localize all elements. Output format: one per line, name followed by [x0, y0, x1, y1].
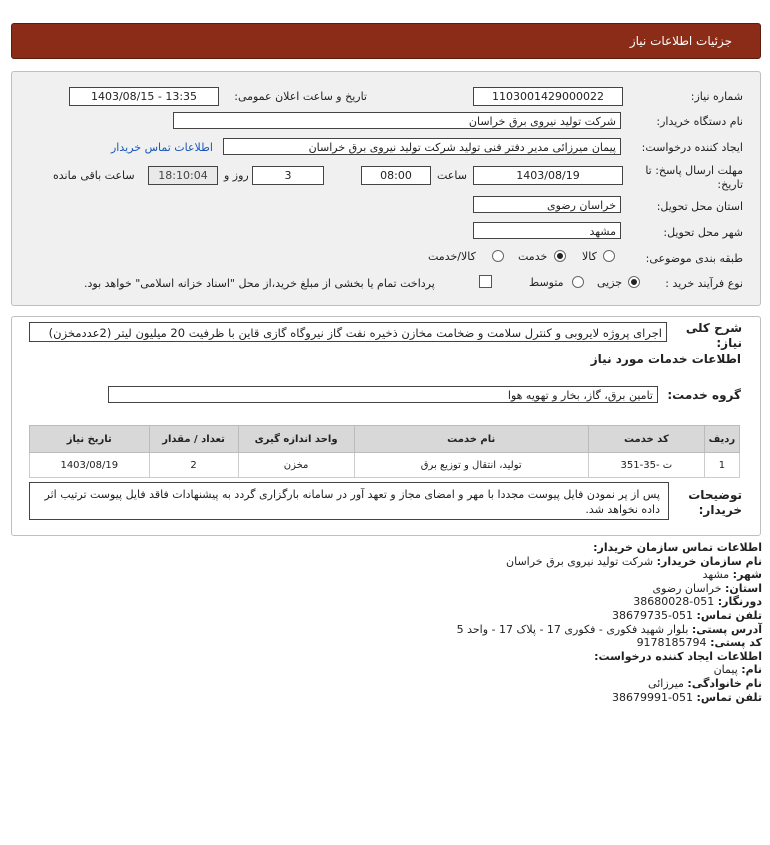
contact-line	[457, 663, 762, 677]
contact-line-value: خراسان رضوی	[652, 581, 725, 595]
days-field: 3	[252, 166, 324, 185]
cell-service-name: تولید، انتقال و توزیع برق	[354, 453, 588, 478]
contact-block	[457, 541, 762, 704]
process-option-medium: متوسط	[529, 276, 564, 289]
time-label: ساعت	[437, 169, 467, 182]
category-option-service: خدمت	[518, 250, 548, 263]
contact-line	[457, 609, 762, 623]
need-details-panel	[11, 71, 761, 306]
contact-line	[457, 677, 762, 691]
contact-line	[457, 623, 762, 637]
contact-line-value: 9178185794	[636, 636, 711, 650]
contact-line-label: استان:	[725, 581, 762, 595]
contact-line-label: تلفن تماس:	[696, 608, 762, 622]
contact-line-value: 051-38679735	[612, 608, 697, 622]
col-need-date: تاریخ نیاز	[30, 426, 150, 453]
cell-quantity: 2	[149, 453, 238, 478]
contact-line-label: اطلاعات ایجاد کننده درخواست:	[594, 649, 762, 663]
deadline-date-label: تاریخ:	[717, 178, 743, 191]
services-title: اطلاعات خدمات مورد نیاز	[590, 352, 741, 366]
contact-line-label: دورنگار:	[717, 595, 762, 609]
deadline-time-field: 08:00	[361, 166, 431, 185]
col-row: ردیف	[704, 426, 739, 453]
contact-line	[457, 595, 762, 609]
creator-field: پیمان میرزائی مدیر دفتر فنی تولید شرکت تولید نیروی برق خراسان	[223, 138, 621, 155]
buyer-label: نام دستگاه خریدار:	[656, 115, 743, 128]
province-label: استان محل تحویل:	[656, 200, 743, 213]
contact-line	[457, 650, 762, 664]
contact-line	[457, 636, 762, 650]
col-unit: واحد اندازه گیری	[238, 426, 354, 453]
table-header-row	[30, 426, 740, 453]
summary-field: اجرای پروژه لایروبی و کنترل سلامت و ضخامت مخازن ذخیره نفت گاز نیروگاه گازی قاین با ظرفیت 20 میلیون لیتر (2عددمخزن)	[29, 322, 667, 342]
col-quantity: تعداد / مقدار	[149, 426, 238, 453]
category-label: طبقه بندی موضوعی:	[645, 252, 743, 265]
category-option-goods: کالا	[582, 250, 597, 263]
category-radio-goods[interactable]	[603, 250, 615, 262]
col-service-code: کد خدمت	[588, 426, 704, 453]
category-radio-service[interactable]	[554, 250, 566, 262]
contact-line-label: شهر:	[732, 568, 762, 582]
days-label: روز و	[224, 169, 249, 182]
contact-line-label: نام:	[741, 663, 762, 677]
cell-unit: مخزن	[238, 453, 354, 478]
contact-line-label: کد پستی:	[710, 636, 762, 650]
treasury-payment-note: پرداخت تمام یا بخشی از مبلغ خرید،از محل "اسناد خزانه اسلامی" خواهد بود.	[84, 277, 435, 290]
process-radio-minor[interactable]	[628, 276, 640, 288]
contact-line-value: شرکت تولید نیروی برق خراسان	[506, 554, 657, 568]
notes-label-2: خریدار:	[698, 503, 742, 517]
page-header	[11, 23, 761, 59]
contact-line-value: مشهد	[702, 568, 733, 582]
cell-service-code: ت -35-351	[588, 453, 704, 478]
contact-line	[457, 582, 762, 596]
contact-line-value: بلوار شهید فکوری - فکوری 17 - پلاک 17 - واحد 5	[456, 622, 692, 636]
need-number-field: 1103001429000022	[473, 87, 623, 106]
contact-line	[457, 541, 762, 555]
announce-label: تاریخ و ساعت اعلان عمومی:	[234, 90, 367, 103]
table-row	[30, 453, 740, 478]
announce-datetime-field: 1403/08/15 - 13:35	[69, 87, 219, 106]
province-field: خراسان رضوی	[473, 196, 621, 213]
need-number-label: شماره نیاز:	[690, 90, 743, 103]
deadline-label: مهلت ارسال پاسخ: تا	[645, 164, 743, 177]
category-option-goods-service: کالا/خدمت	[428, 250, 476, 263]
contact-line-value: میرزائی	[648, 676, 688, 690]
notes-label: توضیحات	[688, 488, 742, 502]
deadline-date-field: 1403/08/19	[473, 166, 623, 185]
notes-field: پس از پر نمودن فایل پیوست مجددا با مهر و امضای مجاز و تعهد آور در سامانه بارگزاری گردد به پیشنهادات فاقد فایل پیوست ترتیب اثر داده نخواهد شد.	[29, 482, 669, 520]
page-title: جزئیات اطلاعات نیاز	[629, 34, 732, 48]
service-group-field: تامین برق، گاز، بخار و تهویه هوا	[108, 386, 658, 403]
col-service-name: نام خدمت	[354, 426, 588, 453]
summary-label-2: نیاز:	[716, 336, 742, 350]
contact-line-label: تلفن تماس:	[696, 690, 762, 704]
contact-line	[457, 555, 762, 569]
creator-label: ایجاد کننده درخواست:	[641, 141, 743, 154]
contact-line-label: نام خانوادگی:	[687, 676, 762, 690]
contact-line-label: آدرس پستی:	[691, 622, 762, 636]
contact-line-label: نام سازمان خریدار:	[656, 554, 762, 568]
contact-line-value: 051-38680028	[633, 595, 718, 609]
cell-row: 1	[704, 453, 739, 478]
service-group-label: گروه خدمت:	[667, 388, 741, 402]
cell-need-date: 1403/08/19	[30, 453, 150, 478]
contact-line-value: 051-38679991	[612, 690, 697, 704]
process-option-minor: جزیی	[597, 276, 623, 289]
treasury-payment-checkbox[interactable]	[479, 275, 492, 288]
remaining-label: ساعت باقی مانده	[53, 169, 135, 182]
process-radio-medium[interactable]	[572, 276, 584, 288]
city-label: شهر محل تحویل:	[663, 226, 743, 239]
contact-line	[457, 691, 762, 705]
contact-line-value: پیمان	[713, 663, 742, 677]
process-label: نوع فرآیند خرید :	[665, 277, 743, 290]
city-field: مشهد	[473, 222, 621, 239]
buyer-field: شرکت تولید نیروی برق خراسان	[173, 112, 621, 129]
contact-line-label: اطلاعات تماس سازمان خریدار:	[593, 541, 762, 554]
summary-label: شرح کلی	[685, 321, 742, 335]
buyer-contact-link[interactable]: اطلاعات تماس خریدار	[111, 141, 213, 154]
category-radio-goods-service[interactable]	[492, 250, 504, 262]
contact-line	[457, 568, 762, 582]
remaining-time-field: 18:10:04	[148, 166, 218, 185]
services-table	[29, 425, 740, 478]
